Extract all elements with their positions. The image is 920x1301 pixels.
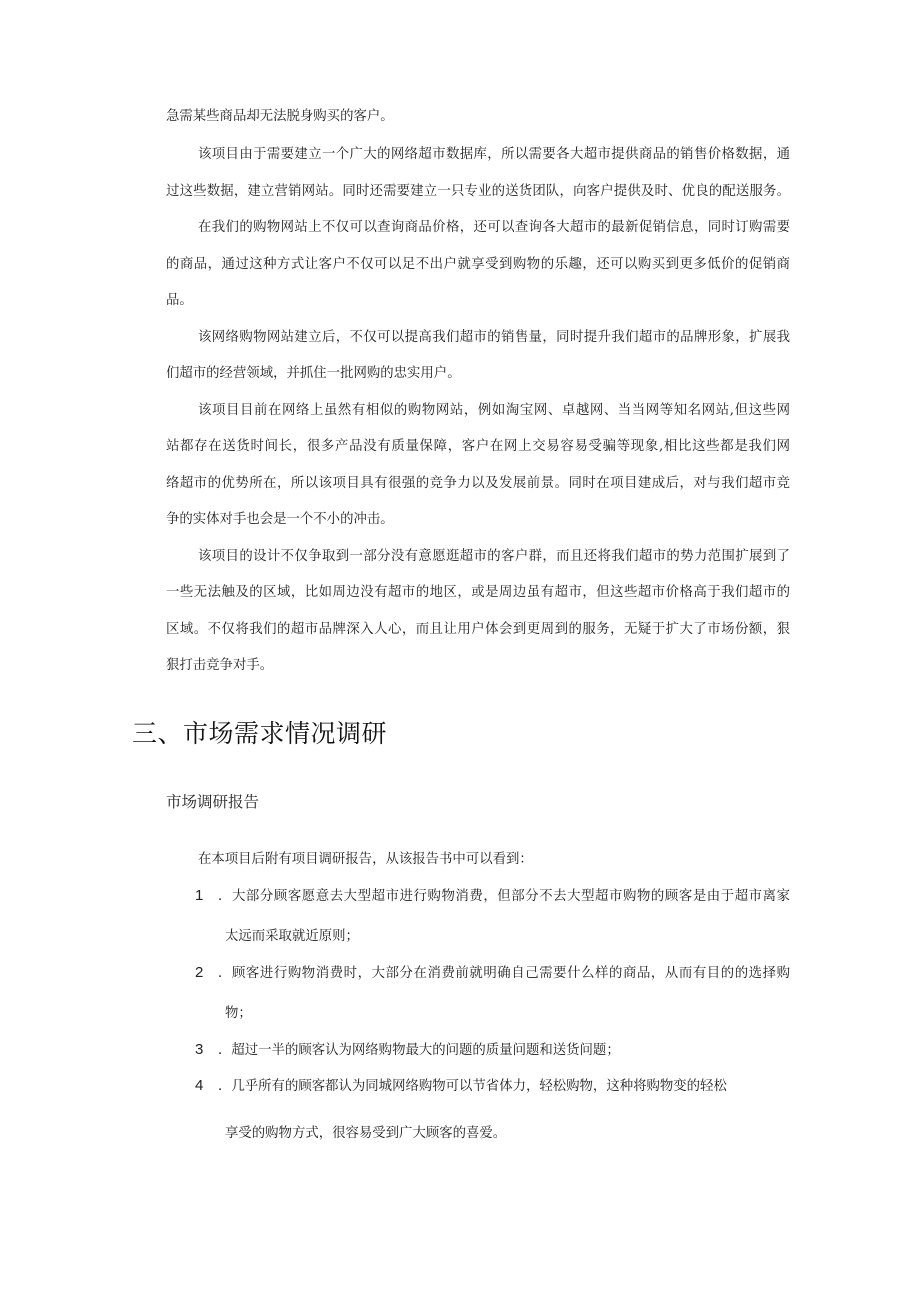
list-number: 2	[195, 964, 204, 981]
paragraph-line: 过这些数据，建立营销网站。同时还需要建立一只专业的送货团队，向客户提供及时、优良的配送服务。	[166, 184, 790, 199]
list-item-line: ．顾客进行购物消费时，大部分在消费前就明确自己需要什么样的商品，从而有目的的选择购	[218, 966, 790, 981]
paragraph-line: 狠打击竞争对手。	[166, 658, 274, 673]
list-item-continuation: 太远而采取就近原则；	[225, 929, 359, 944]
subsection-heading: 市场调研报告	[166, 793, 260, 811]
paragraph-line: 该项目由于需要建立一个广大的网络超市数据库，所以需要各大超市提供商品的销售价格数据，通	[198, 147, 790, 162]
paragraph-line: 该项目目前在网络上虽然有相似的购物网站，例如淘宝网、卓越网、当当网等知名网站,但这些网	[198, 403, 790, 418]
paragraph-line: 区域。不仅将我们的超市品牌深入人心，而且让用户体会到更周到的服务，无疑于扩大了市场份额，狠	[166, 622, 790, 637]
list-item-continuation: 物；	[225, 1006, 252, 1021]
paragraph-line: 络超市的优势所在，所以该项目具有很强的竞争力以及发展前景。同时在项目建成后，对与我们超市竞	[166, 476, 790, 491]
paragraph-line: 的商品，通过这种方式让客户不仅可以足不出户就享受到购物的乐趣，还可以购买到更多低价的促销商	[166, 257, 790, 272]
section-heading: 三、市场需求情况调研	[132, 719, 388, 748]
intro-line: 在本项目后附有项目调研报告，从该报告书中可以看到：	[198, 852, 533, 867]
list-number: 4	[195, 1077, 204, 1094]
paragraph-line: 品。	[166, 293, 193, 308]
list-item-line: ．大部分顾客愿意去大型超市进行购物消费，但部分不去大型超市购物的顾客是由于超市离家	[218, 889, 790, 904]
paragraph-line: 急需某些商品却无法脱身购买的客户。	[166, 109, 394, 124]
paragraph-line: 在我们的购物网站上不仅可以查询商品价格，还可以查询各大超市的最新促销信息，同时订购需要	[198, 220, 790, 235]
paragraph-line: 该项目的设计不仅争取到一部分没有意愿逛超市的客户群，而且还将我们超市的势力范围扩展到了	[198, 549, 790, 564]
paragraph-line: 争的实体对手也会是一个不小的冲击。	[166, 512, 394, 527]
paragraph-line: 站都存在送货时间长，很多产品没有质量保障，客户在网上交易容易受骗等现象,相比这些都是我们网	[166, 439, 790, 454]
list-item-line: ．几乎所有的顾客都认为同城网络购物可以节省体力，轻松购物，这种将购物变的轻松	[218, 1079, 727, 1094]
paragraph-line: 们超市的经营领域，并抓住一批网购的忠实用户。	[166, 366, 461, 381]
list-item-line: ．超过一半的顾客认为网络购物最大的问题的质量问题和送货问题；	[218, 1043, 620, 1058]
paragraph-line: 该网络购物网站建立后，不仅可以提高我们超市的销售量，同时提升我们超市的品牌形象，扩展我	[198, 330, 790, 345]
list-number: 3	[195, 1041, 204, 1058]
list-number: 1	[195, 887, 204, 904]
list-item-continuation: 享受的购物方式，很容易受到广大顾客的喜爱。	[225, 1126, 507, 1141]
paragraph-line: 一些无法触及的区域，比如周边没有超市的地区，或是周边虽有超市，但这些超市价格高于我们超市的	[166, 585, 790, 600]
